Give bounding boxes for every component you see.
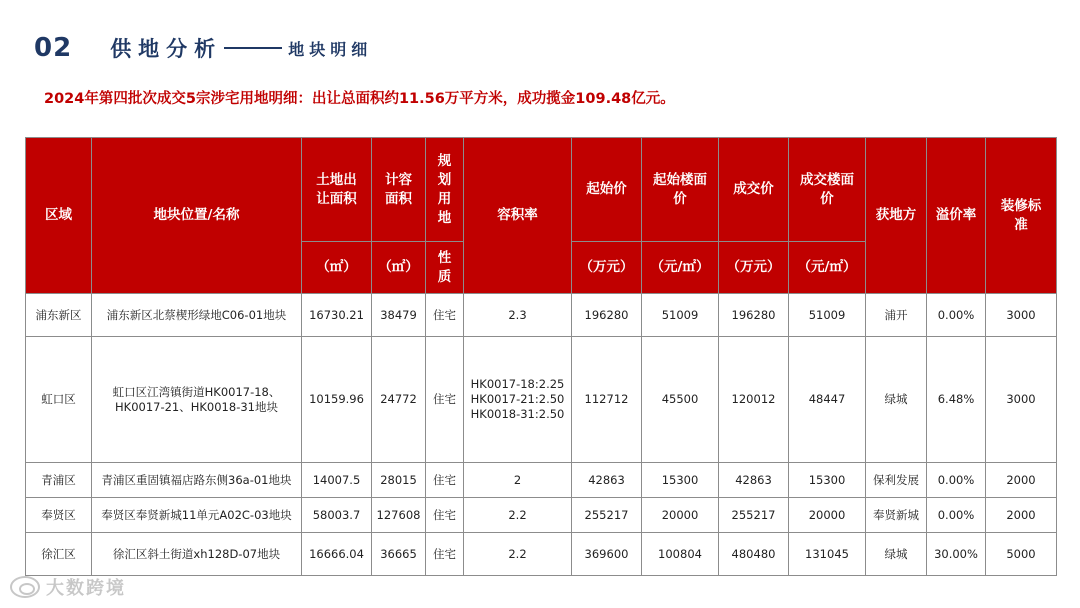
cell-finish: 2000	[986, 498, 1057, 533]
table-row	[26, 498, 1057, 533]
header-far: 容积率	[464, 138, 572, 294]
cell-far: 2.3	[464, 294, 572, 337]
cell-district: 浦东新区	[26, 294, 92, 337]
table-row	[26, 337, 1057, 463]
cell-plot: 奉贤区奉贤新城11单元A02C-03地块	[92, 498, 302, 533]
cell-winner: 浦开	[866, 294, 927, 337]
cell-deal-floor-price: 20000	[789, 498, 866, 533]
cell-plot: 徐汇区斜土街道xh128D-07地块	[92, 533, 302, 576]
cell-plot: 青浦区重固镇福店路东侧36a-01地块	[92, 463, 302, 498]
table-row	[26, 294, 1057, 337]
header-winner: 获地方	[866, 138, 927, 294]
cell-land-use: 住宅	[426, 337, 464, 463]
cell-premium: 0.00%	[927, 498, 986, 533]
unit-far-area: （㎡）	[372, 242, 426, 294]
cell-district: 青浦区	[26, 463, 92, 498]
cell-start-price: 369600	[572, 533, 642, 576]
cell-deal-price: 120012	[719, 337, 789, 463]
unit-deal-floor-price: （元/㎡）	[789, 242, 866, 294]
cell-land-use: 住宅	[426, 294, 464, 337]
cell-finish: 5000	[986, 533, 1057, 576]
cell-far-area: 28015	[372, 463, 426, 498]
header-land-area: 土地出让面积	[302, 138, 372, 242]
land-detail-table	[25, 137, 1057, 576]
cell-start-floor-price: 100804	[642, 533, 719, 576]
cell-land-area: 16730.21	[302, 294, 372, 337]
cell-land-use: 住宅	[426, 498, 464, 533]
cell-start-price: 112712	[572, 337, 642, 463]
cell-premium: 6.48%	[927, 337, 986, 463]
cell-finish: 3000	[986, 294, 1057, 337]
watermark-text: 大数跨境	[46, 578, 126, 599]
header-finish-standard: 装修标准	[986, 138, 1057, 294]
cell-far-area: 36665	[372, 533, 426, 576]
cell-far: 2	[464, 463, 572, 498]
table-row	[26, 463, 1057, 498]
cell-start-floor-price: 20000	[642, 498, 719, 533]
header-deal-floor-price: 成交楼面价	[789, 138, 866, 242]
header-deal-price: 成交价	[719, 138, 789, 242]
unit-land-area: （㎡）	[302, 242, 372, 294]
cell-far: 2.2	[464, 533, 572, 576]
unit-deal-price: （万元）	[719, 242, 789, 294]
title-dash-divider	[224, 47, 282, 49]
cell-start-floor-price: 15300	[642, 463, 719, 498]
cell-winner: 保利发展	[866, 463, 927, 498]
cell-land-use: 住宅	[426, 463, 464, 498]
watermark	[10, 574, 126, 600]
cell-plot: 浦东新区北蔡楔形绿地C06-01地块	[92, 294, 302, 337]
cell-finish: 3000	[986, 337, 1057, 463]
cell-start-price: 42863	[572, 463, 642, 498]
cell-far-area: 24772	[372, 337, 426, 463]
page-header	[34, 28, 372, 68]
section-number: 02	[34, 33, 73, 63]
cell-deal-floor-price: 48447	[789, 337, 866, 463]
cell-far-area: 38479	[372, 294, 426, 337]
header-premium: 溢价率	[927, 138, 986, 294]
unit-start-floor-price: （元/㎡）	[642, 242, 719, 294]
cell-deal-price: 480480	[719, 533, 789, 576]
cell-finish: 2000	[986, 463, 1057, 498]
cell-deal-price: 255217	[719, 498, 789, 533]
cell-land-area: 14007.5	[302, 463, 372, 498]
header-plot: 地块位置/名称	[92, 138, 302, 294]
header-start-price: 起始价	[572, 138, 642, 242]
cell-land-area: 16666.04	[302, 533, 372, 576]
cell-deal-price: 42863	[719, 463, 789, 498]
cell-premium: 0.00%	[927, 463, 986, 498]
cell-far-area: 127608	[372, 498, 426, 533]
cell-start-price: 255217	[572, 498, 642, 533]
cell-district: 徐汇区	[26, 533, 92, 576]
cell-winner: 奉贤新城	[866, 498, 927, 533]
cell-deal-floor-price: 15300	[789, 463, 866, 498]
cell-start-floor-price: 51009	[642, 294, 719, 337]
cell-far: HK0017-18:2.25 HK0017-21:2.50 HK0018-31:2.50	[464, 337, 572, 463]
section-title: 供地分析	[110, 37, 223, 61]
header-start-floor-price: 起始楼面价	[642, 138, 719, 242]
cell-deal-floor-price: 51009	[789, 294, 866, 337]
cell-winner: 绿城	[866, 533, 927, 576]
cell-land-use: 住宅	[426, 533, 464, 576]
header-land-use-nature: 性质	[426, 242, 464, 294]
summary-text: 2024年第四批次成交5宗涉宅用地明细：出让总面积约11.56万平方米，成功揽金109.48亿元。	[44, 91, 675, 107]
cell-district: 虹口区	[26, 337, 92, 463]
table-header-row	[26, 138, 1057, 242]
cell-deal-price: 196280	[719, 294, 789, 337]
header-district: 区域	[26, 138, 92, 294]
section-subtitle: 地块明细	[288, 39, 373, 59]
cell-winner: 绿城	[866, 337, 927, 463]
cell-start-floor-price: 45500	[642, 337, 719, 463]
unit-start-price: （万元）	[572, 242, 642, 294]
logo-mark-icon	[10, 576, 40, 598]
cell-far: 2.2	[464, 498, 572, 533]
header-far-area: 计容面积	[372, 138, 426, 242]
cell-premium: 30.00%	[927, 533, 986, 576]
cell-deal-floor-price: 131045	[789, 533, 866, 576]
cell-district: 奉贤区	[26, 498, 92, 533]
cell-premium: 0.00%	[927, 294, 986, 337]
header-land-use: 规划用地	[426, 138, 464, 242]
cell-land-area: 10159.96	[302, 337, 372, 463]
cell-start-price: 196280	[572, 294, 642, 337]
table-row	[26, 533, 1057, 576]
cell-land-area: 58003.7	[302, 498, 372, 533]
cell-plot: 虹口区江湾镇街道HK0017-18、HK0017-21、HK0018-31地块	[92, 337, 302, 463]
